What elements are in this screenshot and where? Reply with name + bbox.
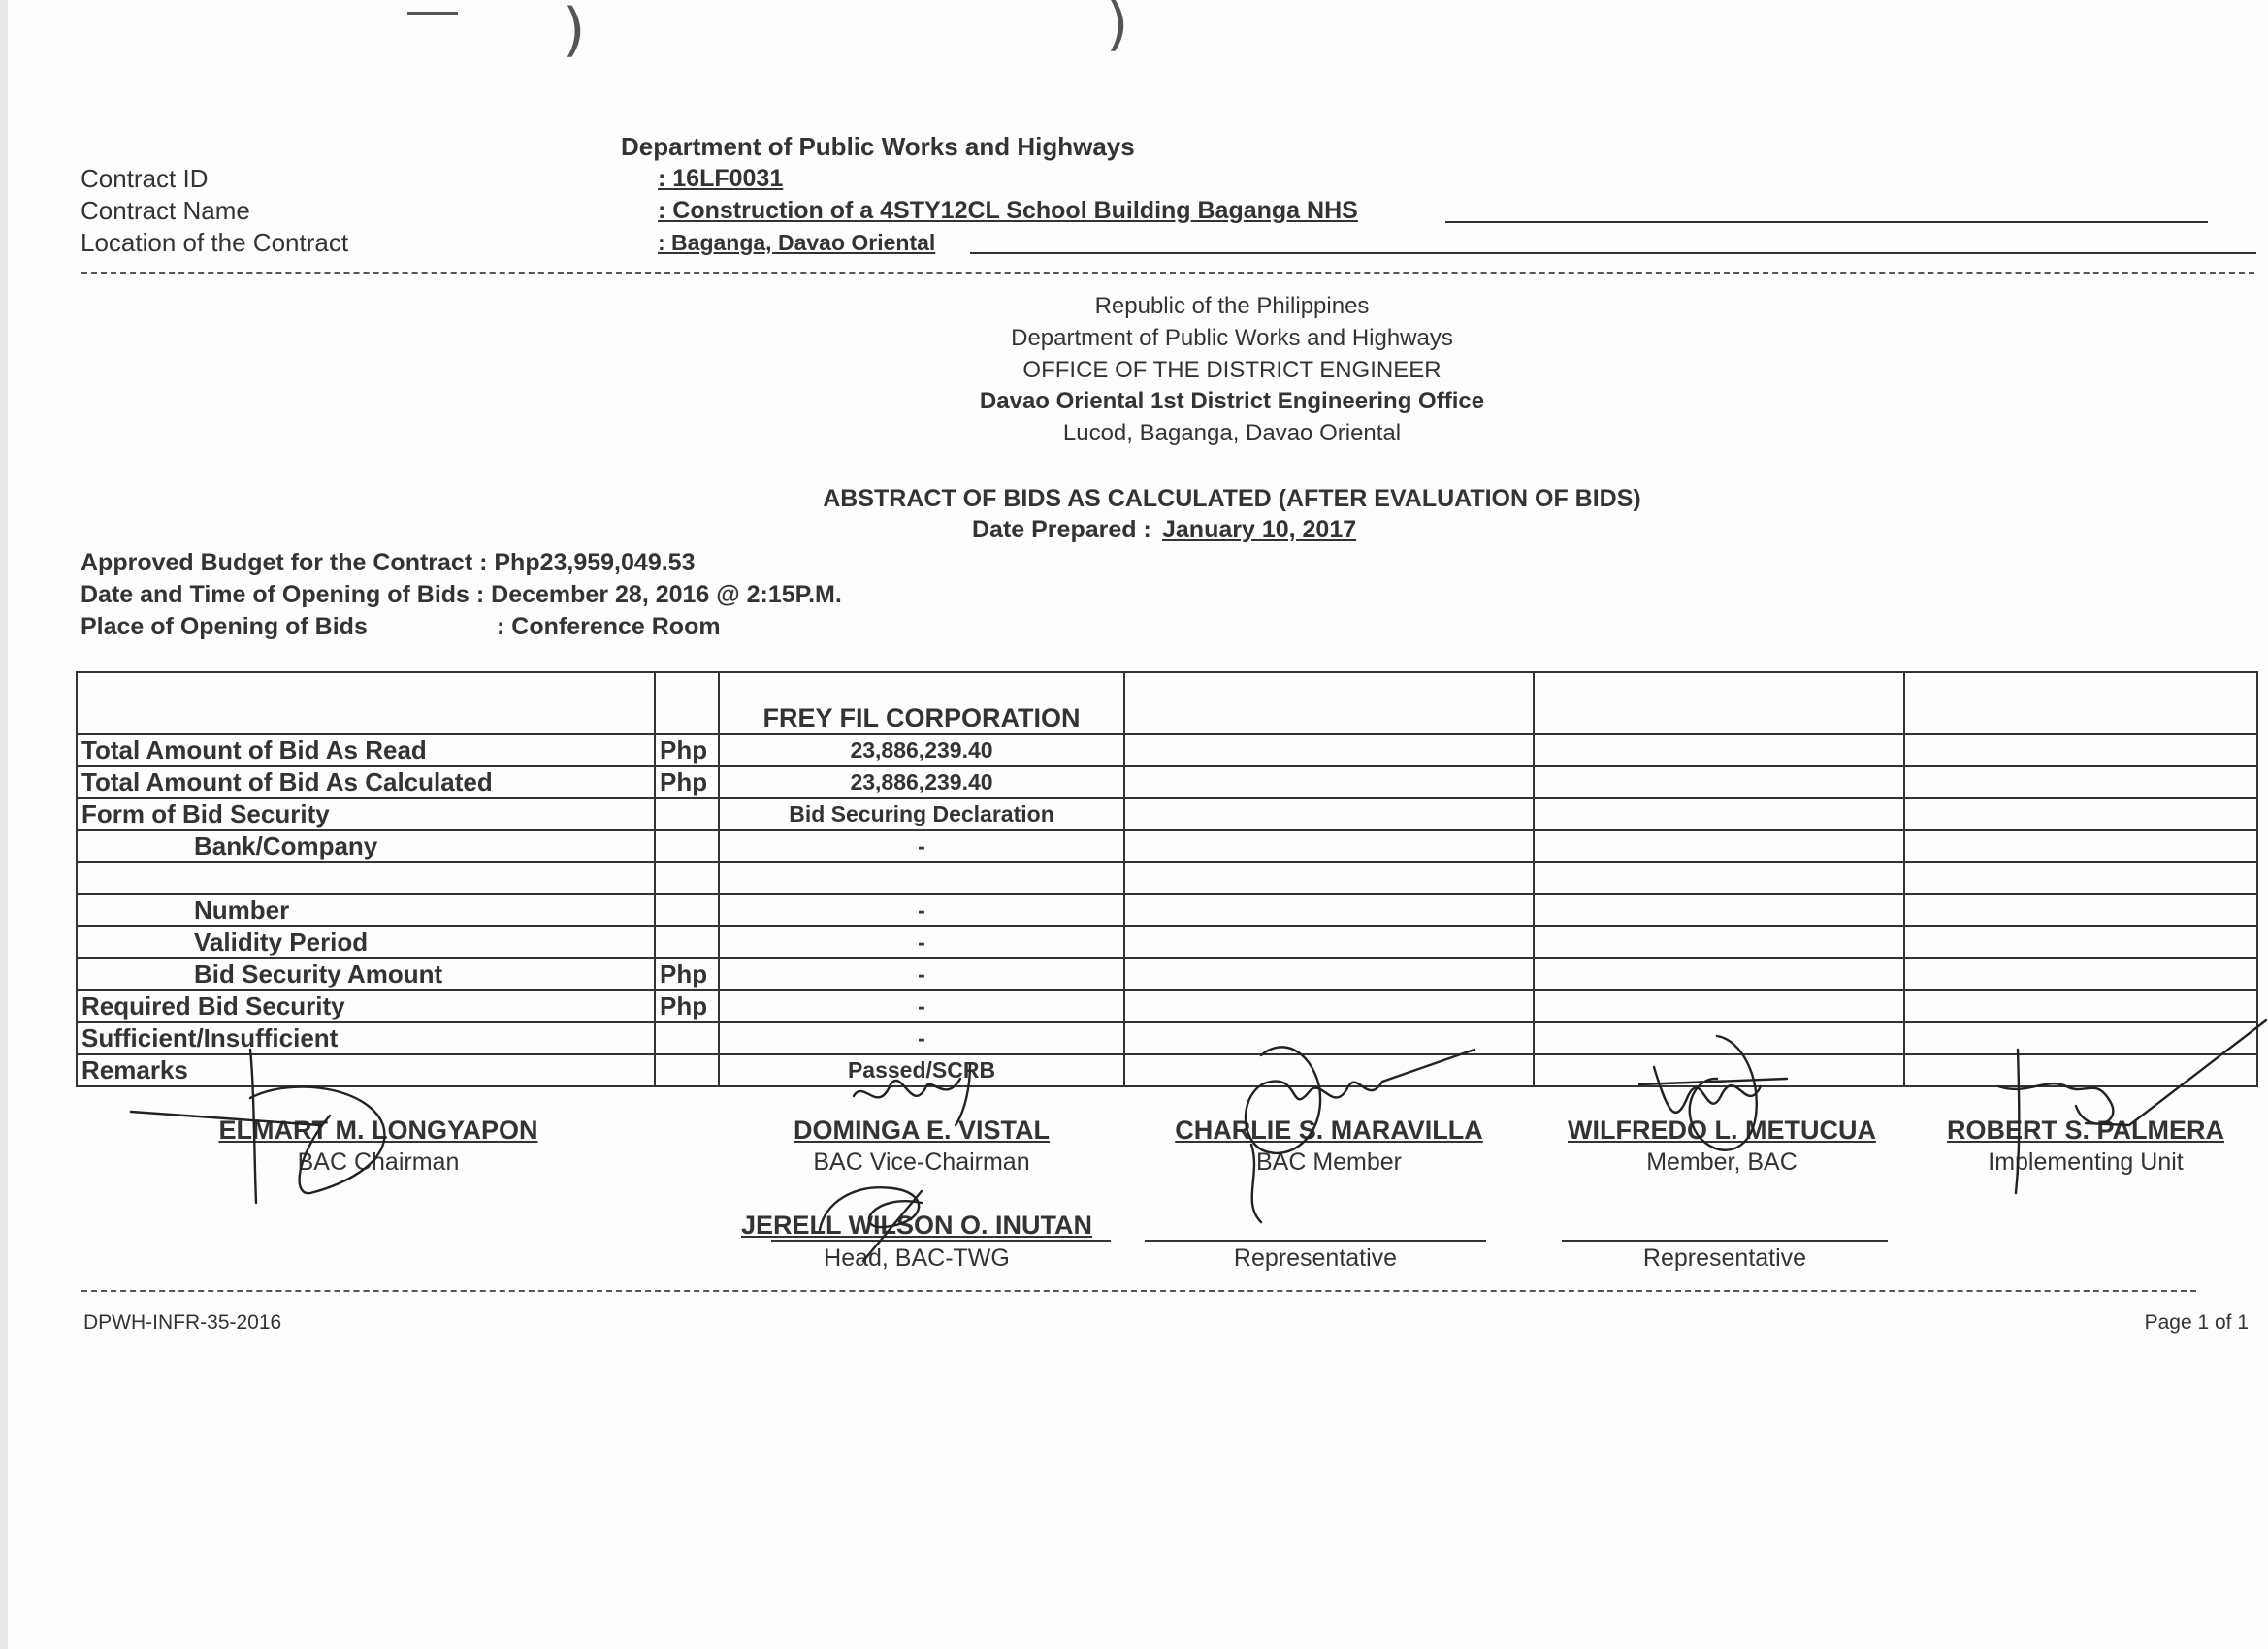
signature-vice-chairman <box>820 1065 970 1261</box>
row-label: Form of Bid Security <box>77 798 655 830</box>
row-unit: Php <box>655 766 719 798</box>
row-value: 23,886,239.40 <box>719 766 1124 798</box>
row-label: Total Amount of Bid As Calculated <box>77 766 655 798</box>
row-value: - <box>719 830 1124 862</box>
signatory-member2-role: Member, BAC <box>1646 1148 1798 1176</box>
row-value: - <box>719 990 1124 1022</box>
date-prepared-label: Date Prepared : <box>972 516 1151 543</box>
row-label: Total Amount of Bid As Read <box>77 734 655 766</box>
row-label: Validity Period <box>77 926 655 958</box>
bidder-name: FREY FIL CORPORATION <box>719 672 1124 734</box>
label-location: Location of the Contract <box>81 228 349 257</box>
signatory-implementing-role: Implementing Unit <box>1988 1148 2184 1176</box>
signature-member2 <box>1639 1036 1787 1150</box>
row-unit: Php <box>655 990 719 1022</box>
row-label: Bank/Company <box>77 830 655 862</box>
row-value: - <box>719 1022 1124 1054</box>
row-value: - <box>719 894 1124 926</box>
row-label: Required Bid Security <box>77 990 655 1022</box>
signatory-member-name: CHARLIE S. MARAVILLA <box>1175 1116 1483 1145</box>
signature-implementing <box>1998 1020 2266 1193</box>
representative1-role: Representative <box>1233 1245 1398 1272</box>
label-contract-name: Contract Name <box>81 196 250 225</box>
signatory-implementing-name: ROBERT S. PALMERA <box>1946 1116 2224 1145</box>
approved-budget: Approved Budget for the Contract : Php23,959,049.53 <box>81 549 696 576</box>
form-code: DPWH-INFR-35-2016 <box>83 1311 282 1334</box>
signatory-member2-name: WILFREDO L. METUCUA <box>1568 1116 1876 1145</box>
punch-mark-right: ) <box>1106 0 1129 58</box>
signatory-vice-chairman-role: BAC Vice-Chairman <box>813 1148 1030 1176</box>
label-contract-id: Contract ID <box>81 164 209 193</box>
office-district-engineer: OFFICE OF THE DISTRICT ENGINEER <box>1022 357 1442 383</box>
opening-place-value: : Conference Room <box>497 613 721 640</box>
signatory-vice-chairman-name: DOMINGA E. VISTAL <box>793 1116 1050 1145</box>
page-number: Page 1 of 1 <box>2144 1311 2249 1334</box>
signature-chairman <box>131 1050 384 1203</box>
punch-mark-left: ) <box>563 0 586 64</box>
header-department: Department of Public Works and Highways <box>621 132 1135 161</box>
signatory-chairman-role: BAC Chairman <box>297 1148 460 1176</box>
value-contract-name: : Construction of a 4STY12CL School Building Baganga NHS <box>658 197 1358 224</box>
row-label: Remarks <box>77 1054 655 1086</box>
row-value: 23,886,239.40 <box>719 734 1124 766</box>
row-value: - <box>719 926 1124 958</box>
signature-member <box>1246 1047 1474 1222</box>
value-contract-id: : 16LF0031 <box>658 165 784 192</box>
row-unit: Php <box>655 734 719 766</box>
signatory-twg-name: JERELL WILSON O. INUTAN <box>740 1211 1092 1240</box>
row-label: Number <box>77 894 655 926</box>
row-value: Bid Securing Declaration <box>719 798 1124 830</box>
row-label: Sufficient/Insufficient <box>77 1022 655 1054</box>
row-value: Passed/SCRB <box>719 1054 1124 1086</box>
office-department: Department of Public Works and Highways <box>1011 325 1453 351</box>
footer-divider <box>81 1290 2196 1292</box>
row-unit: Php <box>655 958 719 990</box>
value-location: : Baganga, Davao Oriental <box>658 230 936 255</box>
signatory-twg-role: Head, BAC-TWG <box>824 1245 1010 1272</box>
signatory-chairman-name: ELMART M. LONGYAPON <box>218 1116 538 1145</box>
office-address: Lucod, Baganga, Davao Oriental <box>1062 420 1402 446</box>
office-engineering-office: Davao Oriental 1st District Engineering Office <box>979 388 1485 414</box>
row-label: Bid Security Amount <box>77 958 655 990</box>
row-value: - <box>719 958 1124 990</box>
opening-place-label: Place of Opening of Bids <box>81 613 368 640</box>
date-prepared-value: January 10, 2017 <box>1162 516 1357 543</box>
signatory-member-role: BAC Member <box>1255 1148 1403 1176</box>
opening-date-time: Date and Time of Opening of Bids : December 28, 2016 @ 2:15P.M. <box>81 581 842 608</box>
representative2-role: Representative <box>1642 1245 1807 1272</box>
document-title: ABSTRACT OF BIDS AS CALCULATED (AFTER EVALUATION OF BIDS) <box>823 485 1641 512</box>
office-republic: Republic of the Philippines <box>1094 293 1370 319</box>
